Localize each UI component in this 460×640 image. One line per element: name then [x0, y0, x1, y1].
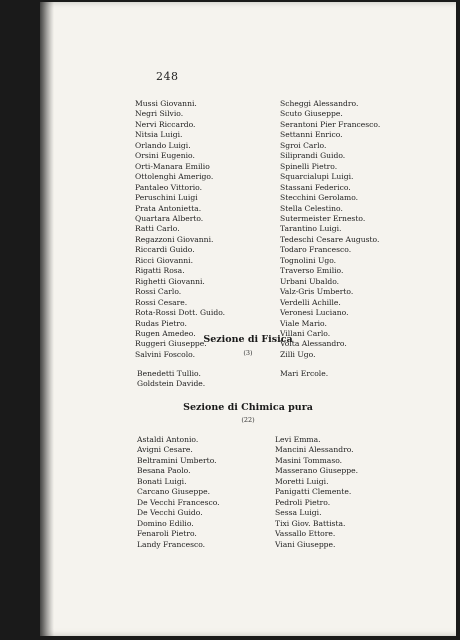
list-item: Pantaleo Vittorio.	[135, 182, 203, 192]
list-item: Domino Edilio.	[137, 518, 194, 528]
list-item: Spinelli Pietro.	[280, 161, 338, 171]
list-item: Bonati Luigi.	[137, 476, 187, 486]
list-item: Stella Celestino.	[280, 203, 343, 213]
list-item: Masserano Giuseppe.	[275, 466, 359, 476]
list-item: Villani Carlo.	[280, 328, 331, 338]
list-item: Volta Alessandro.	[280, 339, 347, 349]
list-item: Sessa Luigi.	[275, 508, 322, 518]
list-item: Orsini Eugenio.	[135, 151, 195, 161]
list-item: Tedeschi Cesare Augusto.	[280, 234, 380, 244]
list-item: Stecchini Gerolamo.	[280, 193, 359, 203]
list-item: Sutermeister Ernesto.	[280, 213, 366, 223]
list-item: Levi Emma.	[275, 435, 321, 444]
chimica-right-name-list	[275, 435, 358, 550]
list-item: Serantoni Pier Francesco.	[280, 119, 381, 129]
list-item: Tixi Giov. Battista.	[275, 518, 346, 528]
list-item: Goldstein Davide.	[137, 379, 206, 389]
list-item: Pedroli Pietro.	[275, 497, 331, 507]
list-item: Riccardi Guido.	[135, 245, 195, 255]
list-item: Scheggi Alessandro.	[280, 99, 359, 108]
book-page	[40, 2, 456, 636]
list-item: Ricci Giovanni.	[135, 255, 194, 265]
list-item: Moretti Luigi.	[275, 476, 329, 486]
list-item: Rossi Carlo.	[135, 287, 182, 297]
list-item: Valz-Gris Umberto.	[280, 287, 354, 297]
page-binding-shadow	[40, 2, 54, 636]
list-item: Squarcialupi Luigi.	[280, 172, 354, 182]
list-item: Settanni Enrico.	[280, 130, 343, 140]
top-right-name-list	[280, 99, 380, 360]
list-item: Ratti Carlo.	[135, 224, 180, 234]
list-item: Astaldi Antonio.	[137, 435, 199, 444]
list-item: Viani Giuseppe.	[275, 539, 336, 549]
list-item: Viale Mario.	[280, 318, 327, 328]
list-item: Rota-Rossi Dott. Guido.	[135, 308, 226, 318]
list-item: De Vecchi Francesco.	[137, 497, 220, 507]
fisica-right-name-list	[280, 369, 328, 379]
list-item: Mussi Giovanni.	[135, 99, 197, 108]
section-count-fisica: (3)	[243, 349, 253, 357]
list-item: Prata Antonietta.	[135, 203, 202, 213]
top-left-name-list	[135, 99, 225, 360]
list-item: Mancini Alessandro.	[275, 445, 354, 455]
list-item: Panigatti Clemente.	[275, 487, 352, 497]
list-item: Tognolini Ugo.	[280, 255, 337, 265]
list-item: Mari Ercole.	[280, 369, 329, 378]
list-item: Ottolenghi Amerigo.	[135, 172, 214, 182]
section-heading-chimica: Sezione di Chimica pura	[183, 402, 313, 413]
list-item: Zilli Ugo.	[280, 349, 316, 359]
list-item: Orti-Manara Emilio	[135, 161, 210, 171]
list-item: Negri Silvio.	[135, 109, 184, 119]
list-item: Scuto Giuseppe.	[280, 109, 343, 119]
list-item: Carcano Giuseppe.	[137, 487, 211, 497]
list-item: Quartara Alberto.	[135, 213, 204, 223]
section-count-chimica: (22)	[241, 416, 255, 424]
list-item: Masini Tommaso.	[275, 455, 343, 465]
list-item: Urbani Ubaldo.	[280, 276, 340, 286]
list-item: Verdelli Achille.	[280, 297, 341, 307]
list-item: Besana Paolo.	[137, 466, 191, 476]
list-item: Regazzoni Giovanni.	[135, 234, 214, 244]
list-item: Righetti Giovanni.	[135, 276, 205, 286]
list-item: Vassallo Ettore.	[275, 529, 336, 539]
list-item: Landy Francesco.	[137, 539, 206, 549]
list-item: Rudas Pietro.	[135, 318, 187, 328]
list-item: Ruggeri Giuseppe.	[135, 339, 207, 349]
section-heading-fisica: Sezione di Fisica	[203, 334, 293, 345]
list-item: Nitsia Luigi.	[135, 130, 183, 140]
list-item: Traverso Emilio.	[280, 266, 344, 276]
list-item: Sgroi Carlo.	[280, 140, 327, 150]
list-item: Rossi Cesare.	[135, 297, 188, 307]
fisica-left-name-list	[137, 369, 205, 390]
list-item: Todaro Francesco.	[280, 245, 352, 255]
page-number: 248	[156, 70, 179, 83]
list-item: Orlando Luigi.	[135, 140, 191, 150]
list-item: Peruschini Luigi	[135, 193, 198, 203]
list-item: Siliprandi Guido.	[280, 151, 346, 161]
list-item: Tarantino Luigi.	[280, 224, 342, 234]
list-item: Salvini Foscolo.	[135, 349, 196, 359]
list-item: De Vecchi Guido.	[137, 508, 203, 518]
list-item: Stassani Federico.	[280, 182, 351, 192]
list-item: Rigatti Rosa.	[135, 266, 185, 276]
list-item: Nervi Riccardo.	[135, 119, 196, 129]
list-item: Rugen Amedeo.	[135, 328, 196, 338]
list-item: Avigni Cesare.	[137, 445, 193, 455]
list-item: Benedetti Tullio.	[137, 369, 201, 378]
list-item: Veronesi Luciano.	[280, 308, 349, 318]
list-item: Beltramini Umberto.	[137, 455, 217, 465]
chimica-left-name-list	[137, 435, 220, 550]
list-item: Fenaroli Pietro.	[137, 529, 197, 539]
